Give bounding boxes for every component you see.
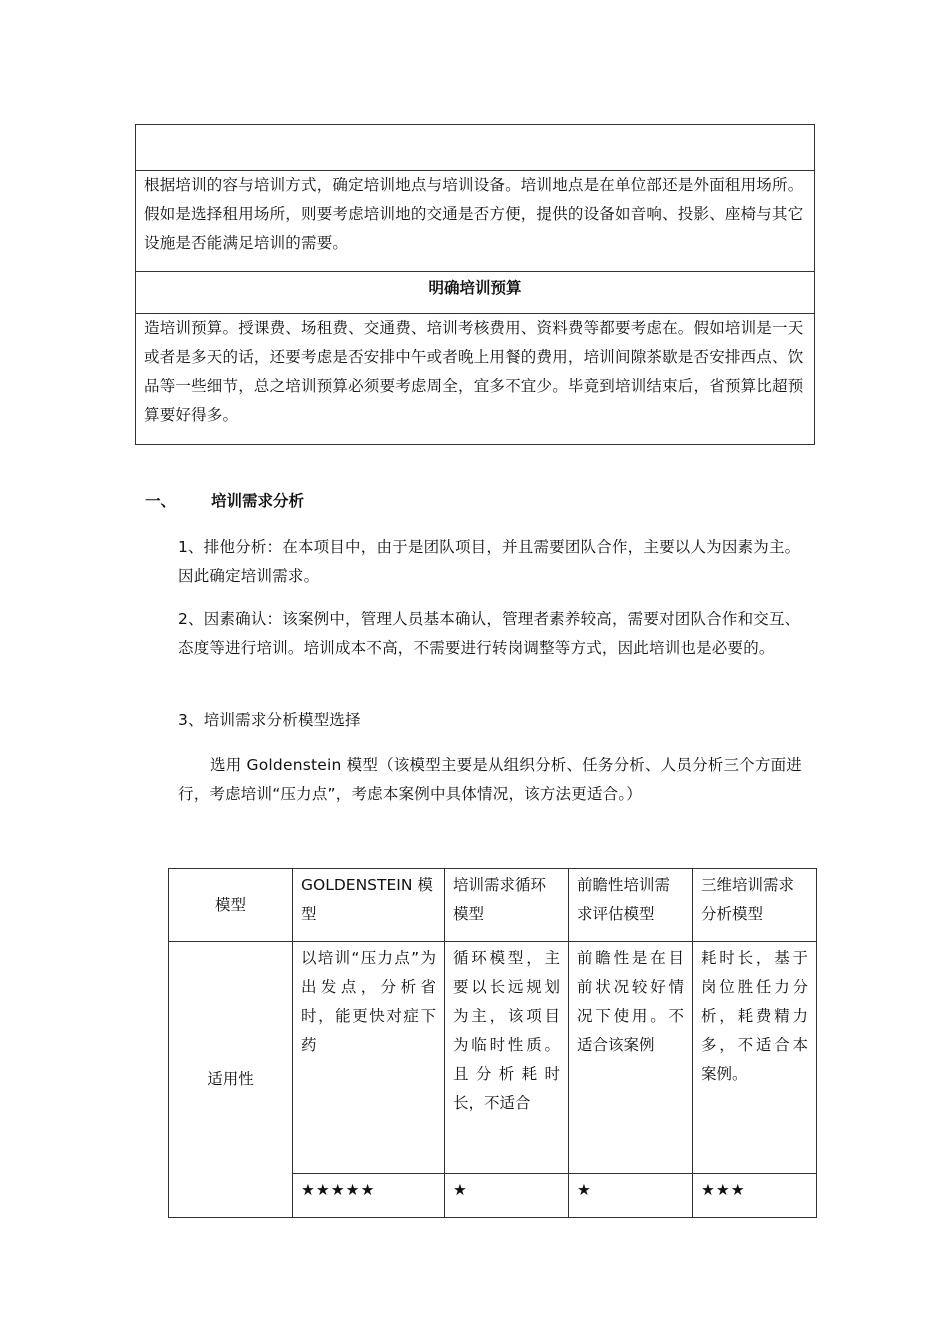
paragraph-goldenstein: 选用 Goldenstein 模型（该模型主要是从组织分析、任务分析、人员分析三个方面进行，考虑培训“压力点”，考虑本案例中具体情况，该方法更适合。） [178,756,802,803]
suitability-cell: 耗时长，基于岗位胜任力分析，耗费精力多，不适合本案例。 [693,942,817,1174]
budget-paragraph: 造培训预算。授课费、场租费、交通费、培训考核费用、资料费等都要考虑在。假如培训是一天或者是多天的话，还要考虑是否安排中午或者晚上用餐的费用，培训间隙茶歇是否安排西点、饮品等一些细节，总之培训预算必须要考虑周全，宜多不宜少。毕竟到培训结束后，省预算比超预算要好得多。 [136,313,814,444]
paragraph-model-selection: 3、培训需求分析模型选择 [178,711,361,729]
section-number: 一、 [145,492,177,510]
section-title: 培训需求分析 [211,492,305,510]
table-header-row [169,869,817,942]
model-name-cell: 培训需求循环模型 [445,869,569,942]
suitability-cell: 前瞻性是在目前状况较好情况下使用。不适合该案例 [569,942,693,1174]
section-heading [145,489,304,511]
suitability-cell: 循环模型，主要以长远规划为主，该项目为临时性质。且分析耗时长，不适合 [445,942,569,1174]
paragraph-exclusion-analysis: 1、排他分析：在本项目中，由于是团队项目，并且需要团队合作，主要以人为因素为主。因此确定培训需求。 [178,538,801,585]
budget-heading: 明确培训预算 [136,271,814,313]
suitability-cell: 以培训“压力点”为出发点，分析省时，能更快对症下药 [293,942,445,1174]
budget-venue-box [135,124,815,445]
rating-cell: ★ [569,1174,693,1218]
model-comparison-table [168,868,817,1218]
suitability-row [169,942,817,1174]
model-name-cell: GOLDENSTEIN 模型 [293,869,445,942]
rating-cell: ★ [445,1174,569,1218]
model-name-cell: 前瞻性培训需求评估模型 [569,869,693,942]
model-name-cell: 三维培训需求分析模型 [693,869,817,942]
header-label-cell: 模型 [169,869,293,942]
suitability-label-cell: 适用性 [169,942,293,1218]
empty-header-row [136,125,814,170]
rating-cell: ★★★ [693,1174,817,1218]
venue-paragraph: 根据培训的容与培训方式，确定培训地点与培训设备。培训地点是在单位部还是外面租用场所。假如是选择租用场所，则要考虑培训地的交通是否方便，提供的设备如音响、投影、座椅与其它设施是否能满足培训的需要。 [136,170,814,271]
rating-cell: ★★★★★ [293,1174,445,1218]
paragraph-factor-confirmation: 2、因素确认：该案例中，管理人员基本确认，管理者素养较高，需要对团队合作和交互、态度等进行培训。培训成本不高，不需要进行转岗调整等方式，因此培训也是必要的。 [178,610,801,657]
